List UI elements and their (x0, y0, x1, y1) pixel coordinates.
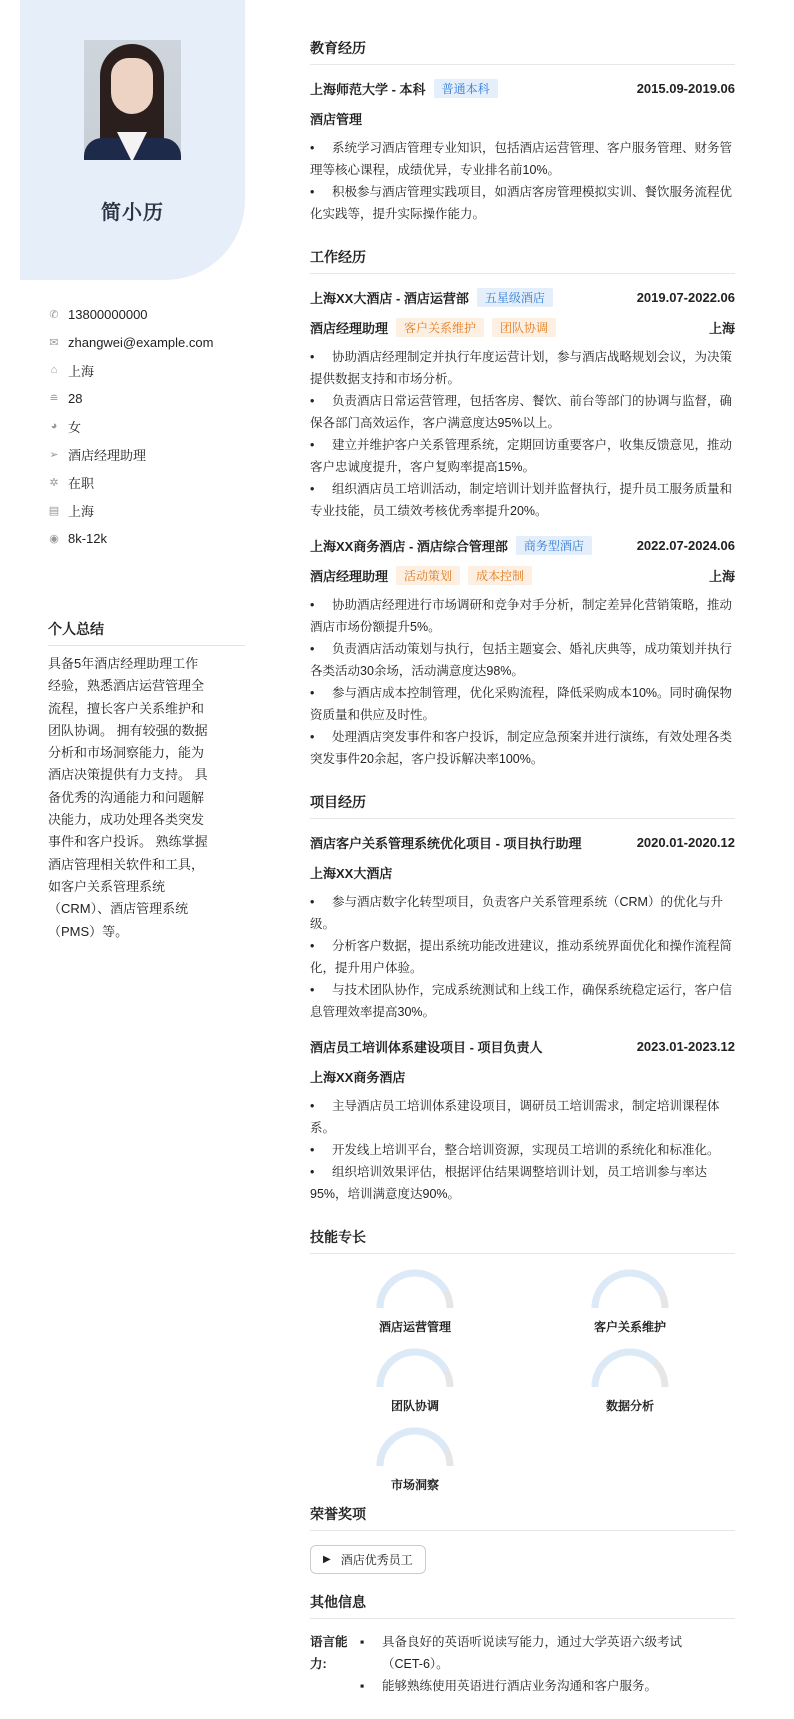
gauge-track (595, 1352, 665, 1387)
bullet-item: • 主导酒店员工培训体系建设项目，调研员工培训需求，制定培训课程体系。 (310, 1099, 720, 1135)
bullet-item: • 组织培训效果评估，根据评估结果调整培训计划，员工培训参与率达95%，培训满意度达90%。 (310, 1165, 708, 1201)
bullet-item: • 系统学习酒店管理专业知识，包括酒店运营管理、客户服务管理、财务管理等核心课程，成绩优异，专业排名前10%。 (310, 141, 733, 177)
bullet-item: • 组织酒店员工培训活动，制定培训计划并监督执行，提升员工服务质量和专业技能，员工绩效考核优秀率提升20%。 (310, 482, 733, 518)
education-section (310, 38, 735, 225)
company: 上海XX商务酒店 - 酒店综合管理部 (310, 538, 508, 554)
summary-text: 具备5年酒店经理助理工作经验，熟悉酒店运营管理全流程，擅长客户关系维护和团队协调。 拥有较强的数据分析和市场洞察能力，能为酒店决策提供有力支持。 具备优秀的沟通能力和问题解决能力，成功处理各类突发事件和客户投诉。 熟练掌握酒店管理相关软件和工具，如客户关系管理系统（CRM）、酒店管理系统（PMS）等。 (48, 656, 208, 939)
main-content (310, 38, 735, 1719)
date: 2022.07-2024.06 (636, 537, 735, 553)
avatar-photo (84, 40, 181, 160)
project-org: 上海XX大酒店 (310, 865, 393, 881)
bullet-item: • 开发线上培训平台，整合培训资源，实现员工培训的系统化和标准化。 (310, 1143, 720, 1157)
degree-tag: 普通本科 (434, 79, 498, 98)
skill-gauge (560, 1266, 700, 1335)
bullet-item: • 负责酒店活动策划与执行，包括主题宴会、婚礼庆典等，成功策划并执行各类活动30余场，活动满意度达98%。 (310, 642, 733, 678)
section-title: 工作经历 (310, 247, 735, 274)
bullet-item: • 分析客户数据，提出系统功能改进建议，推动系统界面优化和操作流程简化，提升用户体验。 (310, 939, 733, 975)
mail-icon: ✉ (49, 336, 59, 349)
send-icon: ➢ (49, 448, 59, 461)
projects-section (310, 792, 735, 1205)
salary-icon: ◉ (49, 532, 59, 545)
project-org: 上海XX商务酒店 (310, 1069, 406, 1085)
section-title: 技能专长 (310, 1227, 735, 1254)
other-label: 语言能力: (310, 1635, 348, 1671)
skill-tag: 客户关系维护 (396, 318, 484, 337)
project-item (310, 831, 735, 1023)
contact-text: 13800000000 (68, 306, 148, 322)
contact-text: 上海 (68, 503, 95, 519)
project-item (310, 1035, 735, 1205)
gauge-track (380, 1352, 450, 1387)
section-title: 项目经历 (310, 792, 735, 819)
gauge-fill (380, 1352, 450, 1387)
bullet-item: • 与技术团队协作，完成系统测试和上线工作，确保系统稳定运行，客户信息管理效率提高30%。 (310, 983, 733, 1019)
skill-name: 团队协调 (390, 1399, 439, 1413)
contact-item (48, 412, 213, 440)
contact-text: 酒店经理助理 (68, 447, 147, 463)
section-title: 荣誉奖项 (310, 1504, 735, 1531)
skill-name: 客户关系维护 (593, 1320, 666, 1334)
skill-name: 市场洞察 (390, 1478, 439, 1492)
skill-name: 数据分析 (605, 1399, 654, 1413)
skill-gauge (560, 1345, 700, 1414)
bullet-item: • 参与酒店数字化转型项目，负责客户关系管理系统（CRM）的优化与升级。 (310, 895, 723, 931)
city: 上海 (708, 320, 735, 336)
date: 2020.01-2020.12 (636, 834, 735, 850)
contact-item (48, 468, 213, 496)
other-section (310, 1592, 735, 1697)
contact-text: 女 (68, 419, 82, 435)
skills-section (310, 1227, 735, 1496)
date: 2015.09-2019.06 (636, 80, 735, 96)
section-title: 其他信息 (310, 1592, 735, 1619)
contact-item (48, 356, 213, 384)
bullet-item: • 负责酒店日常运营管理，包括客房、餐饮、前台等部门的协调与监督，确保各部门高效运作，客户满意度达95%以上。 (310, 394, 733, 430)
play-icon: ▶ (323, 1554, 331, 1565)
age-icon: ≘ (49, 392, 59, 405)
school: 上海师范大学 - 本科 (310, 81, 426, 97)
gauge-fill (595, 1273, 665, 1308)
bullet-item: • 协助酒店经理制定并执行年度运营计划，参与酒店战略规划会议，为决策提供数据支持和市场分析。 (310, 350, 733, 386)
role: 酒店经理助理 (310, 320, 389, 336)
city: 上海 (708, 568, 735, 584)
project-name: 酒店员工培训体系建设项目 - 项目负责人 (310, 1039, 543, 1055)
gauge-fill (380, 1273, 450, 1308)
date: 2023.01-2023.12 (636, 1038, 735, 1054)
bullet-item: • 积极参与酒店管理实践项目，如酒店客房管理模拟实训、餐饮服务流程优化实践等，提升实际操作能力。 (310, 185, 733, 221)
contact-text: zhangwei@example.com (68, 334, 214, 350)
company: 上海XX大酒店 - 酒店运营部 (310, 290, 469, 306)
building-icon: ▤ (48, 504, 60, 517)
skill-gauge (345, 1266, 485, 1335)
gauge-track (595, 1273, 665, 1308)
gauge-track (380, 1273, 450, 1308)
section-title: 教育经历 (310, 38, 735, 65)
skill-tag: 成本控制 (468, 566, 532, 585)
contact-item (48, 328, 213, 356)
contact-list (48, 300, 213, 552)
company-tag: 五星级酒店 (477, 288, 553, 307)
work-section (310, 247, 735, 770)
skill-name: 酒店运营管理 (378, 1320, 451, 1334)
contact-item (48, 496, 213, 524)
company-tag: 商务型酒店 (516, 536, 592, 555)
date: 2019.07-2022.06 (636, 289, 735, 305)
award-item[interactable]: ▶ 酒店优秀员工 (310, 1545, 426, 1574)
contact-item (48, 384, 213, 412)
gauge-fill (380, 1431, 450, 1466)
skill-tag: 活动策划 (396, 566, 460, 585)
gender-icon: ◕ (50, 420, 58, 432)
contact-item (48, 440, 213, 468)
skill-gauge (345, 1345, 485, 1414)
bullet-item: • 处理酒店突发事件和客户投诉，制定应急预案并进行演练，有效处理各类突发事件20余起，客户投诉解决率100%。 (310, 730, 733, 766)
bullet-item: • 建立并维护客户关系管理系统，定期回访重要客户，收集反馈意见，推动客户忠诚度提升，客户复购率提高15%。 (310, 438, 733, 474)
role: 酒店经理助理 (310, 568, 389, 584)
work-item (310, 286, 735, 522)
status-icon: ✲ (49, 476, 59, 489)
home-icon: ⌂ (50, 364, 58, 376)
summary-title: 个人总结 (48, 619, 245, 646)
gauge-track (380, 1431, 450, 1466)
contact-item (48, 300, 213, 328)
contact-item (48, 524, 213, 552)
major: 酒店管理 (310, 111, 363, 127)
resume-name: 简小历 (101, 202, 164, 224)
bullet-item: ▪ 能够熟练使用英语进行酒店业务沟通和客户服务。 (360, 1679, 658, 1693)
contact-text: 28 (68, 390, 83, 406)
gauge-fill (595, 1352, 665, 1387)
awards-section (310, 1504, 735, 1574)
skill-gauge (345, 1424, 485, 1493)
contact-text: 8k-12k (68, 530, 108, 546)
phone-icon: ✆ (49, 308, 59, 321)
skill-tag: 团队协调 (492, 318, 556, 337)
work-item (310, 534, 735, 770)
project-name: 酒店客户关系管理系统优化项目 - 项目执行助理 (310, 835, 582, 851)
contact-text: 在职 (68, 475, 95, 491)
bullet-item: • 参与酒店成本控制管理，优化采购流程，降低采购成本10%。同时确保物资质量和供应及时性。 (310, 686, 733, 722)
contact-text: 上海 (68, 363, 95, 379)
bullet-item: • 协助酒店经理进行市场调研和竞争对手分析，制定差异化营销策略，推动酒店市场份额提升5%。 (310, 598, 733, 634)
bullet-item: ▪ 具备良好的英语听说读写能力，通过大学英语六级考试（CET-6）。 (360, 1635, 683, 1671)
